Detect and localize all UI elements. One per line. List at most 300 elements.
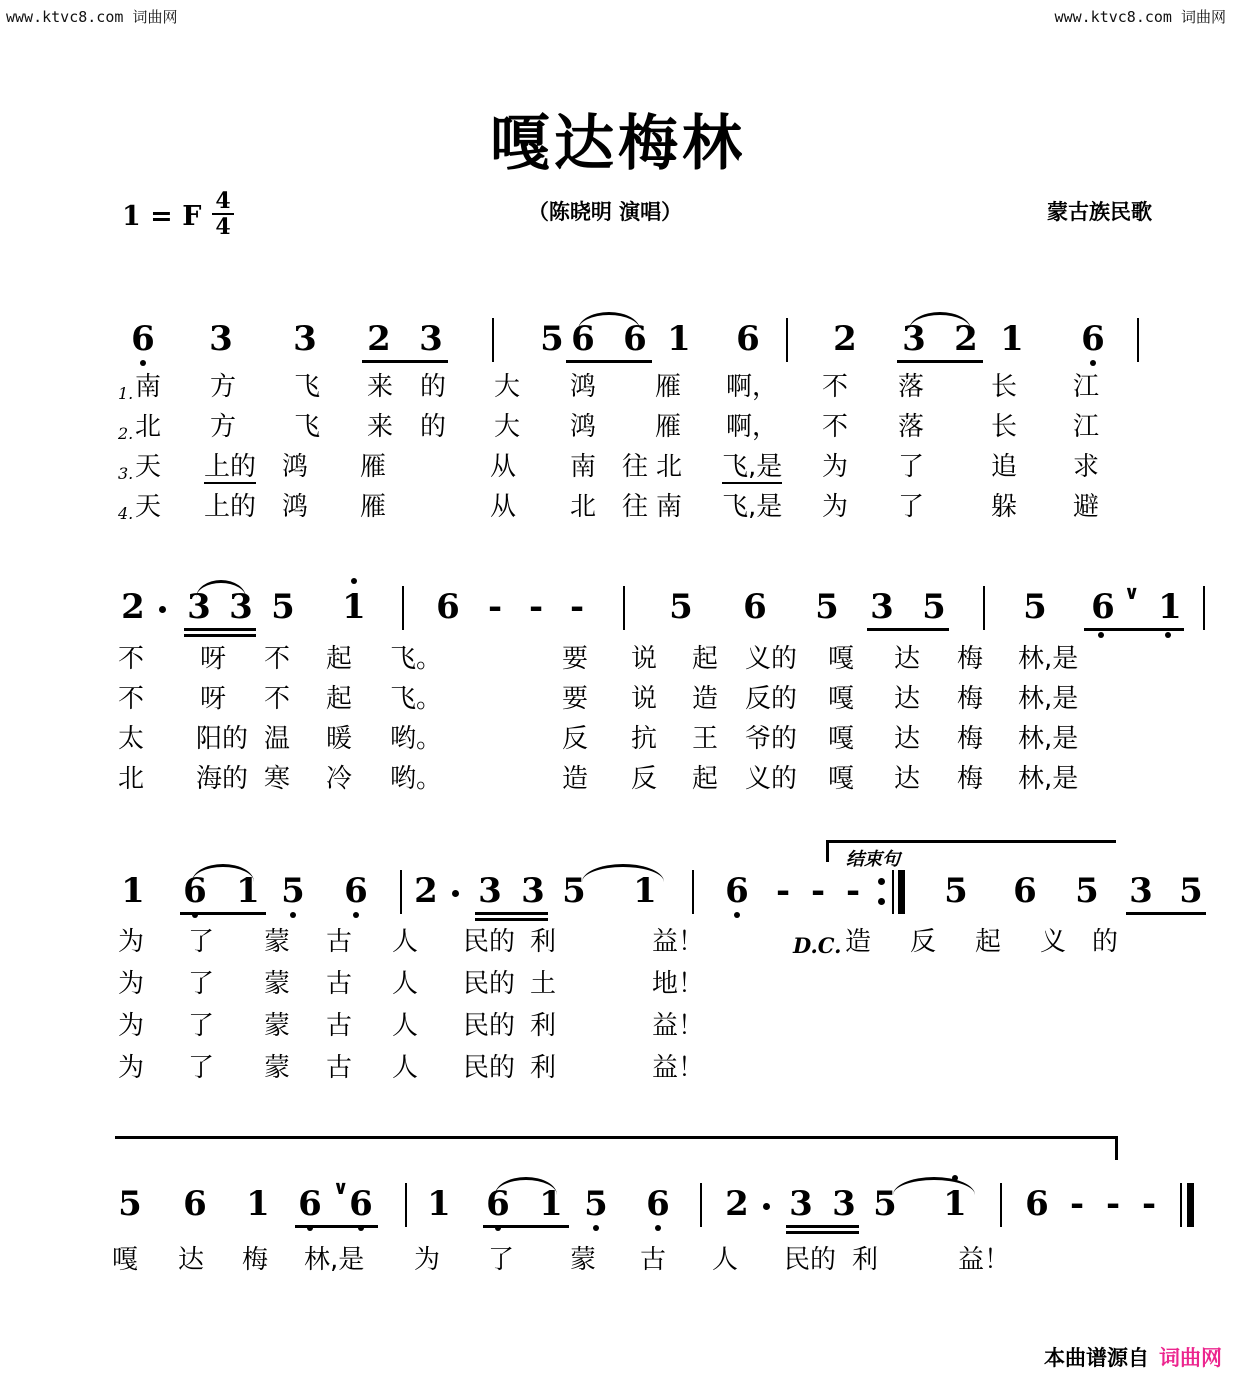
lyric-syllable: 寒 [264,764,291,794]
note: 1 [942,1187,968,1221]
note: 6 [128,322,158,356]
note: 1 [427,1184,451,1224]
lyric-syllable: 益！ [958,1245,1011,1275]
beam [1084,628,1184,631]
lyric-row [0,1051,1236,1093]
note-dash: - [775,871,791,911]
lyric-syllable: 林,是 [1018,644,1079,674]
barline [786,318,788,362]
lyric-syllable: 不 [118,644,145,674]
note-row-3 [0,862,1236,922]
composer-credit: 蒙古族民歌 [1047,200,1152,224]
lyric-row [0,967,1236,1009]
note: 1 [121,871,145,911]
note: 5 [118,1184,142,1224]
lyric-syllable: 上的 [204,452,257,482]
barline [492,318,494,362]
lyric-syllable: 林,是 [1018,724,1079,754]
lyric-syllable: 嘎 [828,724,855,754]
lyric-syllable: 江 [1073,412,1100,442]
lyric-syllable: 为 [414,1245,441,1275]
note: 5 [922,587,946,627]
song-title: 嘎达梅林 [490,109,746,179]
note: 6 [722,874,752,908]
note: 1 [341,590,367,624]
lyric-syllable: 林,是 [1018,684,1079,714]
lyric-syllable: 义的 [745,764,798,794]
note: 1 [667,319,691,359]
note: 3 [209,319,233,359]
barline [692,870,694,914]
lyric-syllable: 蒙 [570,1245,597,1275]
lyric-syllable: 人 [392,1011,419,1041]
lyric-syllable: 利 [530,1053,557,1083]
lyric-syllable: 天 [135,452,162,482]
lyric-syllable: 要 [562,684,589,714]
note: 3 [1129,871,1153,911]
barline [700,1183,702,1227]
augmentation-dot [452,890,459,897]
beam [180,912,266,915]
lyric-syllable: 嘎 [112,1245,139,1275]
lyric-syllable: 飞。 [390,684,443,714]
lyric-syllable: 梅 [957,724,984,754]
note: 6 [485,1187,511,1221]
lyric-syllable: 北 [570,492,597,522]
note: 5 [1023,587,1047,627]
lyric-syllable: 呀 [200,684,227,714]
lyric-syllable: 雁 [655,412,682,442]
lyric-syllable: 反 [562,724,589,754]
lyric-syllable: 从 [490,452,517,482]
lyric-syllable: 大 [494,372,521,402]
lyric-syllable: 天 [135,492,162,522]
lyric-syllable: 蒙 [264,969,291,999]
augmentation-dot [763,1203,770,1210]
note: 6 [348,1187,374,1221]
note-dash: - [845,871,861,911]
note: 1 [246,1184,270,1224]
lyric-syllable: 江 [1073,372,1100,402]
lyric-syllable: 方 [210,372,237,402]
bracket-right-tick [1115,1136,1118,1160]
lyric-syllable: 的 [420,372,447,402]
note: 1 [539,1184,563,1224]
music-system-3 [0,862,1236,922]
repeat-dot [878,878,885,885]
lyric-syllable: 南 [135,372,162,402]
lyric-syllable: 的 [420,412,447,442]
bracket-bottom-line [115,1136,1118,1139]
lyric-syllable: 利 [852,1245,879,1275]
lyric-syllable: 呀 [200,644,227,674]
note: 6 [623,319,647,359]
music-system-1 [0,310,1236,530]
lyric-syllable: 鸿 [570,372,597,402]
performer-credit: （陈晓明 演唱） [527,200,683,224]
note: 6 [343,874,369,908]
lyric-syllable: 阳的 [196,724,249,754]
note: 5 [540,319,564,359]
note: 1 [236,871,260,911]
lyric-syllable: 了 [898,492,925,522]
lyric-row [0,925,1236,967]
lyric-syllable: 民的 [463,1011,516,1041]
lyric-syllable: 土 [530,969,557,999]
lyric-syllable: 古 [326,969,353,999]
verse-number: 2. [118,424,134,443]
note: 3 [789,1184,813,1224]
beam [483,1225,569,1228]
lyric-syllable: 温 [264,724,291,754]
note: 6 [1013,871,1037,911]
lyric-row [0,1009,1236,1051]
lyric-syllable: 哟。 [390,764,443,794]
lyric-syllable: 不 [822,412,849,442]
lyric-syllable: 蒙 [264,1011,291,1041]
watermark-site: 词曲网 [132,8,178,26]
barline [405,1183,407,1227]
note: 6 [1025,1184,1049,1224]
lyric-syllable: 北 [118,764,145,794]
lyric-syllable: 达 [178,1245,205,1275]
note-dash: - [1105,1184,1121,1224]
lyric-syllable: 飞。 [390,644,443,674]
lyric-syllable: 上的 [204,492,257,522]
lyric-syllable: 雁 [360,452,387,482]
lyric-syllable: 地！ [652,969,705,999]
lyric-syllable: 王 [692,724,719,754]
lyric-syllable: 了 [188,969,215,999]
lyric-syllable: 古 [326,927,353,957]
lyric-syllable: 飞 [294,412,321,442]
repeat-dot [878,898,885,905]
note: 2 [833,319,857,359]
note: 1 [1000,319,1024,359]
lyric-syllable: 起 [692,764,719,794]
lyric-syllable: 躲 [991,492,1018,522]
note: 2 [725,1184,749,1224]
lyric-syllable: 长 [991,412,1018,442]
note: 2 [954,319,978,359]
lyric-syllable: 鸿 [570,412,597,442]
lyric-row [0,1243,1236,1285]
lyric-syllable: 不 [264,684,291,714]
bracket-top-line [826,840,1116,843]
lyric-syllable: 梅 [957,644,984,674]
breath-mark: ∨ [333,1177,349,1199]
note: 3 [832,1184,856,1224]
da-capo-marking: D.C. [793,933,842,958]
lyric-syllable: 往 [622,452,649,482]
lyric-syllable: 人 [392,927,419,957]
lyric-syllable: 哟。 [390,724,443,754]
lyric-syllable: 飞,是 [722,492,783,522]
octave-dot-low [1098,632,1104,638]
lyric-syllable: 益！ [652,1053,705,1083]
footer-brand: 词曲网 [1159,1346,1222,1370]
verse-number: 1. [118,384,134,403]
lyric-syllable: 起 [692,644,719,674]
system-2-final-measure [0,578,1236,638]
note: 5 [280,874,306,908]
lyric-syllable: 达 [894,644,921,674]
lyric-syllable: 人 [392,1053,419,1083]
lyric-syllable: 不 [264,644,291,674]
note: 6 [743,587,767,627]
breath-mark: ∨ [1124,582,1140,604]
note: 6 [1091,587,1115,627]
lyric-syllable: 方 [210,412,237,442]
lyric-syllable: 民的 [463,927,516,957]
watermark-url-right: www.ktvc8.com [1054,8,1172,26]
lyric-syllable: 义的 [745,644,798,674]
lyric-syllable: 了 [188,1053,215,1083]
lyric-syllable: 南 [570,452,597,482]
lyric-syllable: 雁 [655,372,682,402]
note-dash: - [528,587,544,627]
note-dash: - [1141,1184,1157,1224]
lyric-syllable: 达 [894,684,921,714]
lyric-syllable: 不 [822,372,849,402]
note: 3 [521,871,545,911]
lyric-syllable: 利 [530,1011,557,1041]
lyric-syllable: 古 [326,1053,353,1083]
barline [1203,586,1205,630]
beam [786,1231,859,1234]
note: 5 [815,587,839,627]
footer-source [1044,1342,1222,1372]
beam [566,360,652,363]
lyric-syllable: 北 [135,412,162,442]
bracket-left-tick [826,840,829,862]
lyric-syllable: 反的 [745,684,798,714]
lyric-syllable: 为 [822,452,849,482]
lyric-syllable: 古 [326,1011,353,1041]
time-signature-numerator: 4 [212,190,233,215]
music-system-3-lyrics [0,925,1236,1093]
note: 3 [229,587,253,627]
lyric-syllable: 梅 [957,684,984,714]
lyric-syllable: 来 [367,412,394,442]
lyric-syllable: 南 [656,492,683,522]
note-dash: - [810,871,826,911]
note: 2 [121,587,145,627]
lyric-syllable: 太 [118,724,145,754]
note: 5 [873,1184,897,1224]
lyric-syllable: 反 [631,764,658,794]
lyric-syllable: 蒙 [264,927,291,957]
lyric-row [0,490,1236,530]
note-dash: - [1069,1184,1085,1224]
note: 6 [736,319,760,359]
lyric-syllable: 为 [118,1011,145,1041]
lyric-syllable: 嘎 [828,684,855,714]
time-signature-denominator: 4 [215,214,231,240]
final-barline-thick [1187,1183,1194,1227]
lyric-syllable: 造 [845,927,872,957]
lyric-syllable: 民的 [463,969,516,999]
lyric-syllable: 义 [1040,927,1067,957]
note: 3 [870,587,894,627]
lyric-syllable: 了 [188,1011,215,1041]
lyric-syllable: 求 [1073,452,1100,482]
note: 3 [187,587,211,627]
lyric-syllable: 为 [118,927,145,957]
lyric-syllable: 落 [898,412,925,442]
lyric-syllable: 不 [118,684,145,714]
lyric-syllable: 人 [712,1245,739,1275]
beam [786,1225,859,1228]
music-system-4-lyrics [0,1243,1236,1285]
lyric-syllable: 了 [488,1245,515,1275]
lyric-syllable: 林,是 [1018,764,1079,794]
note: 1 [633,871,657,911]
beam [362,360,448,363]
final-barline-thin [1180,1183,1182,1227]
lyric-syllable: 啊， [726,412,779,442]
lyric-syllable: 要 [562,644,589,674]
octave-dot-low [1165,632,1171,638]
beam [897,360,983,363]
note: 3 [902,319,926,359]
note: 5 [1179,871,1203,911]
note: 2 [414,871,438,911]
lyric-syllable: 追 [991,452,1018,482]
lyric-syllable: 的 [1092,927,1119,957]
verse-number: 4. [118,504,134,523]
lyric-syllable: 梅 [242,1245,269,1275]
barline [892,870,894,914]
lyric-syllable: 了 [898,452,925,482]
lyric-syllable: 从 [490,492,517,522]
lyric-syllable: 为 [822,492,849,522]
lyric-syllable: 达 [894,724,921,754]
lyric-syllable: 大 [494,412,521,442]
watermark-site-right: 词曲网 [1180,8,1226,26]
lyric-syllable: 为 [118,1053,145,1083]
lyric-syllable: 民的 [463,1053,516,1083]
lyric-row [0,410,1236,450]
lyric-syllable: 益！ [652,927,705,957]
lyric-syllable: 说 [631,684,658,714]
note: 6 [182,874,208,908]
verse-number: 3. [118,464,134,483]
note: 6 [571,319,595,359]
note: 6 [436,587,460,627]
lyric-syllable: 长 [991,372,1018,402]
lyric-syllable: 暖 [326,724,353,754]
lyric-syllable: 鸿 [282,452,309,482]
key-signature: 1 = F [122,200,202,232]
lyric-syllable: 古 [640,1245,667,1275]
lyric-syllable: 梅 [957,764,984,794]
note-dash: - [487,587,503,627]
watermark-url: www.ktvc8.com [6,8,124,26]
lyric-syllable: 飞 [294,372,321,402]
lyric-syllable: 为 [118,969,145,999]
lyric-syllable: 来 [367,372,394,402]
watermark-top-left [6,6,177,27]
lyric-syllable: 起 [975,927,1002,957]
music-system-4 [0,1175,1236,1235]
barline [1000,1183,1002,1227]
lyric-syllable: 嘎 [828,764,855,794]
note: 3 [293,319,317,359]
beam [1126,912,1206,915]
lyric-syllable: 起 [326,644,353,674]
note: 5 [944,871,968,911]
note: 2 [367,319,391,359]
music-system-2-lyrics [0,642,1236,802]
lyric-row [0,682,1236,722]
beam [295,1225,378,1228]
lyric-syllable: 飞,是 [722,452,783,482]
lyric-syllable: 鸿 [282,492,309,522]
note: 5 [669,587,693,627]
note-row-1 [0,310,1236,370]
lyric-syllable: 雁 [360,492,387,522]
lyric-syllable: 起 [326,684,353,714]
ending-phrase-label: 结束句 [846,849,900,870]
note-dash: - [569,587,585,627]
lyric-syllable: 民的 [784,1245,837,1275]
watermark-top-right [1055,6,1226,27]
note: 5 [583,1187,609,1221]
barline-thick [898,870,905,914]
lyric-syllable: 海的 [196,764,249,794]
lyric-syllable: 嘎 [828,644,855,674]
note: 6 [1078,322,1108,356]
note: 5 [562,871,586,911]
lyric-row [0,370,1236,410]
lyric-syllable: 益！ [652,1011,705,1041]
lyric-syllable: 反 [910,927,937,957]
lyric-syllable: 啊， [726,372,779,402]
lyric-syllable: 落 [898,372,925,402]
lyric-row [0,642,1236,682]
note: 6 [645,1187,671,1221]
barline [1137,318,1139,362]
note: 5 [1075,871,1099,911]
lyric-syllable: 蒙 [264,1053,291,1083]
lyric-syllable: 爷的 [745,724,798,754]
lyric-row [0,762,1236,802]
lyric-row [0,450,1236,490]
beam [475,918,548,921]
note: 6 [297,1187,323,1221]
lyric-syllable: 说 [631,644,658,674]
lyric-syllable: 往 [622,492,649,522]
lyric-syllable: 了 [188,927,215,957]
lyric-row [0,722,1236,762]
lyric-syllable: 北 [656,452,683,482]
lyric-syllable: 冷 [326,764,353,794]
note: 6 [183,1184,207,1224]
lyric-syllable: 利 [530,927,557,957]
barline [400,870,402,914]
lyric-syllable: 达 [894,764,921,794]
note: 3 [419,319,443,359]
lyric-syllable: 避 [1073,492,1100,522]
lyric-syllable: 造 [692,684,719,714]
note: 3 [478,871,502,911]
footer-source-label: 本曲谱源自 [1044,1346,1149,1370]
lyric-syllable: 人 [392,969,419,999]
note: 1 [1158,587,1182,627]
lyric-syllable: 造 [562,764,589,794]
note: 5 [271,587,295,627]
